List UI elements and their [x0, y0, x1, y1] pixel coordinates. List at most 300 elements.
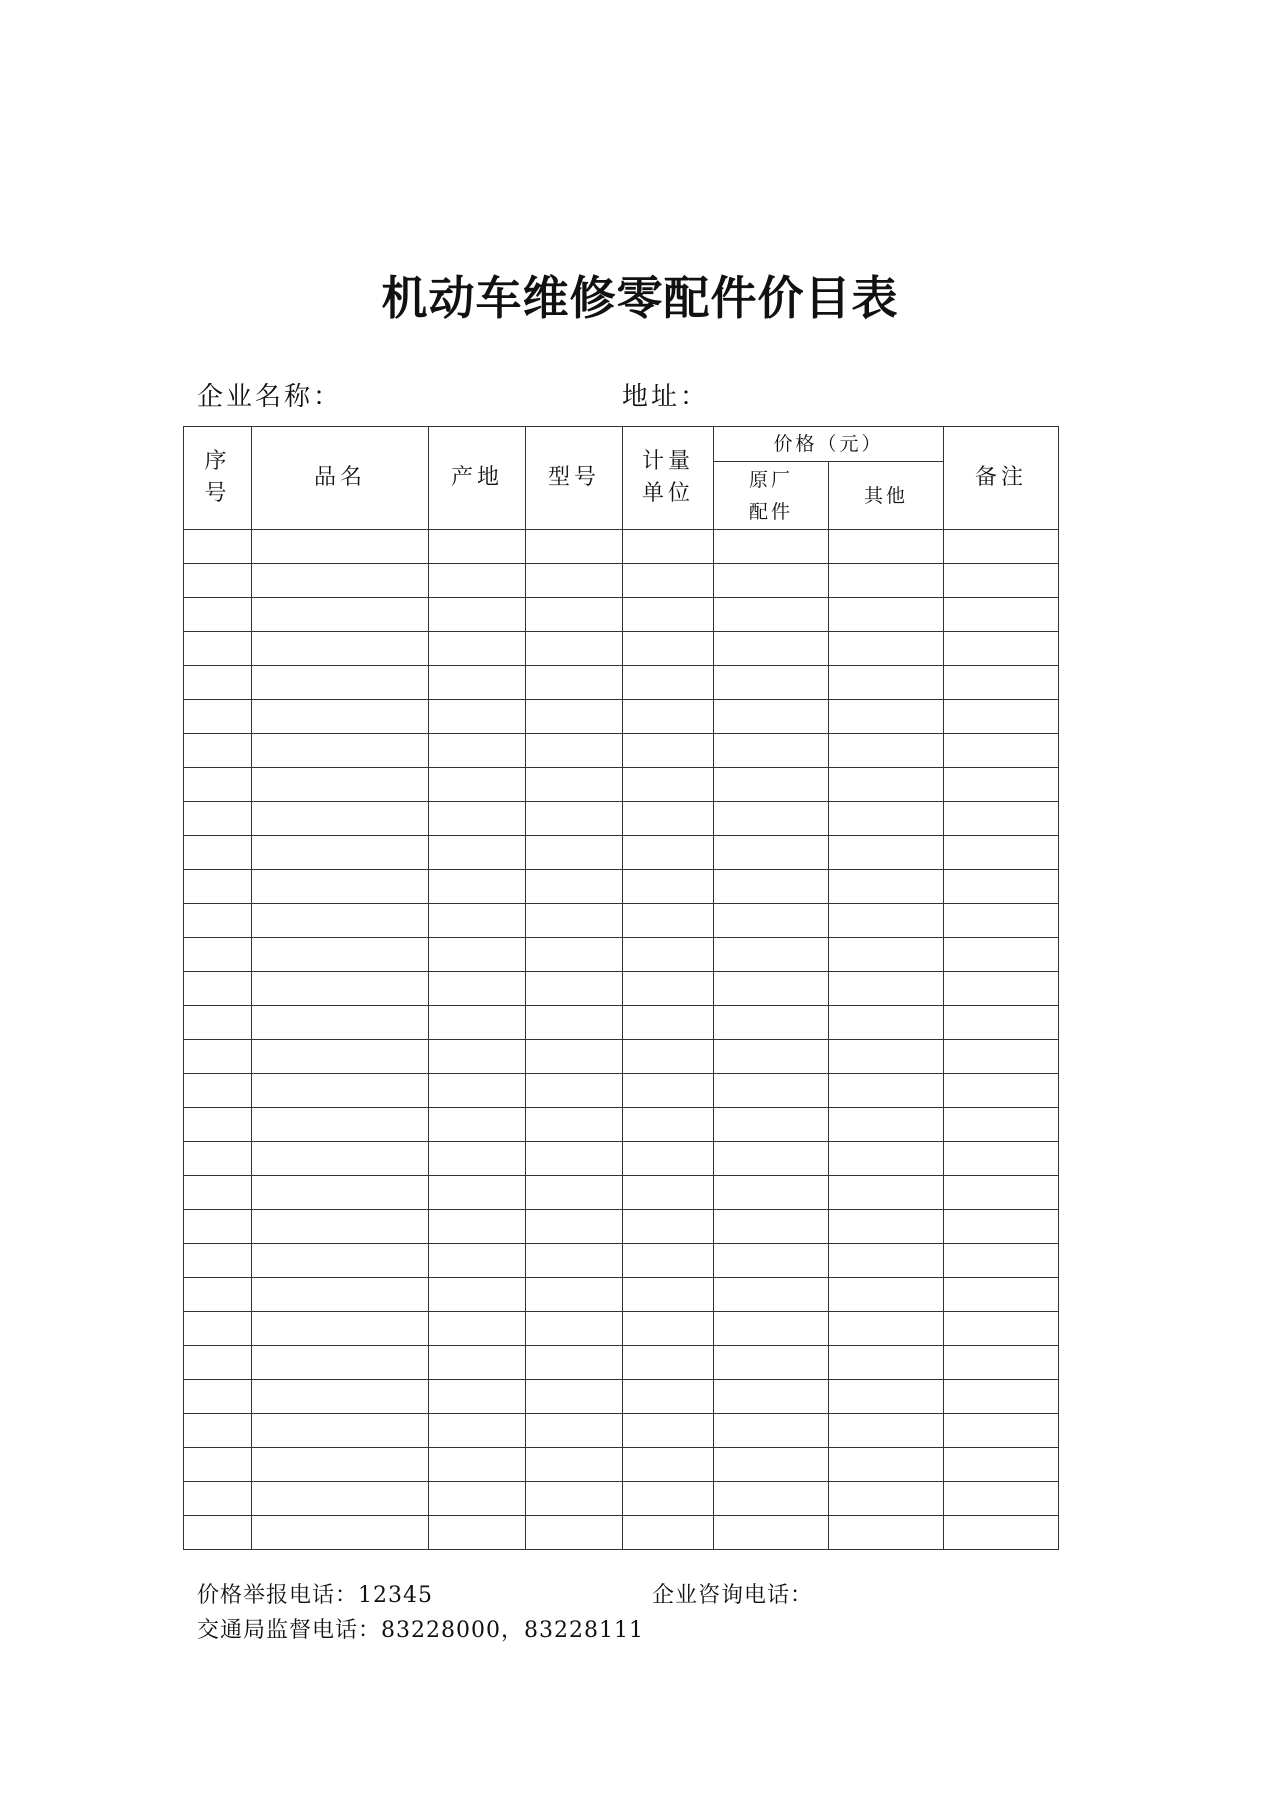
table-body: [184, 530, 1059, 1550]
table-cell[interactable]: [829, 1516, 944, 1550]
table-cell[interactable]: [526, 564, 623, 598]
table-cell[interactable]: [526, 768, 623, 802]
table-cell[interactable]: [429, 938, 526, 972]
table-cell[interactable]: [829, 1040, 944, 1074]
company-name-label: 企业名称：: [197, 382, 343, 412]
table-row: [184, 904, 1059, 938]
table-cell[interactable]: [623, 1380, 714, 1414]
table-row: [184, 1040, 1059, 1074]
table-cell[interactable]: [714, 564, 829, 598]
table-row: [184, 802, 1059, 836]
header-remarks: [944, 427, 1059, 530]
header-price-group: [714, 427, 944, 462]
table-row: [184, 1006, 1059, 1040]
table-row: [184, 666, 1059, 700]
table-cell[interactable]: [184, 1142, 252, 1176]
header-original-line2: 配件: [748, 500, 793, 523]
table-cell[interactable]: [944, 870, 1059, 904]
header-other: [829, 462, 944, 530]
table-cell[interactable]: [829, 1108, 944, 1142]
table-cell[interactable]: [252, 1482, 429, 1516]
table-cell[interactable]: [429, 1210, 526, 1244]
table-cell[interactable]: [252, 1346, 429, 1380]
table-cell[interactable]: [829, 598, 944, 632]
table-cell[interactable]: [623, 802, 714, 836]
table-cell[interactable]: [429, 1142, 526, 1176]
table-cell[interactable]: [944, 1108, 1059, 1142]
table-cell[interactable]: [829, 802, 944, 836]
table-cell[interactable]: [944, 1516, 1059, 1550]
table-row: [184, 870, 1059, 904]
table-cell[interactable]: [714, 1380, 829, 1414]
table-cell[interactable]: [526, 666, 623, 700]
table-cell[interactable]: [252, 1380, 429, 1414]
table-cell[interactable]: [429, 836, 526, 870]
table-cell[interactable]: [252, 1448, 429, 1482]
table-cell[interactable]: [944, 1380, 1059, 1414]
table-cell[interactable]: [829, 1380, 944, 1414]
table-cell[interactable]: [526, 1312, 623, 1346]
table-cell[interactable]: [623, 1448, 714, 1482]
table-cell[interactable]: [252, 1516, 429, 1550]
table-cell[interactable]: [429, 972, 526, 1006]
table-cell[interactable]: [184, 734, 252, 768]
table-cell[interactable]: [429, 734, 526, 768]
table-row: [184, 632, 1059, 666]
table-cell[interactable]: [429, 666, 526, 700]
table-row: [184, 700, 1059, 734]
enterprise-consult-phone: 企业咨询电话：: [652, 1583, 814, 1608]
table-cell[interactable]: [944, 1210, 1059, 1244]
table-cell[interactable]: [526, 1074, 623, 1108]
table-cell[interactable]: [429, 598, 526, 632]
table-cell[interactable]: [714, 1448, 829, 1482]
table-cell[interactable]: [944, 1040, 1059, 1074]
table-cell[interactable]: [429, 1244, 526, 1278]
table-cell[interactable]: [429, 768, 526, 802]
table-cell[interactable]: [429, 904, 526, 938]
table-cell[interactable]: [829, 1244, 944, 1278]
table-cell[interactable]: [623, 870, 714, 904]
table-cell[interactable]: [714, 1312, 829, 1346]
table-cell[interactable]: [623, 1176, 714, 1210]
table-cell[interactable]: [252, 802, 429, 836]
table-cell[interactable]: [252, 598, 429, 632]
table-cell[interactable]: [829, 972, 944, 1006]
table-row: [184, 1108, 1059, 1142]
table-row: [184, 1244, 1059, 1278]
table-cell[interactable]: [714, 1414, 829, 1448]
table-cell[interactable]: [944, 700, 1059, 734]
header-seq-line2: 号: [204, 481, 231, 506]
table-cell[interactable]: [714, 1346, 829, 1380]
table-row: [184, 1210, 1059, 1244]
table-cell[interactable]: [714, 1176, 829, 1210]
table-cell[interactable]: [252, 530, 429, 564]
table-cell[interactable]: [526, 1244, 623, 1278]
table-cell[interactable]: [252, 836, 429, 870]
table-cell[interactable]: [429, 700, 526, 734]
table-cell[interactable]: [944, 1142, 1059, 1176]
table-cell[interactable]: [184, 700, 252, 734]
table-cell[interactable]: [623, 1482, 714, 1516]
table-cell[interactable]: [829, 1346, 944, 1380]
header-name-label: 品名: [313, 465, 366, 490]
table-cell[interactable]: [252, 1414, 429, 1448]
table-cell[interactable]: [714, 1244, 829, 1278]
table-cell[interactable]: [944, 768, 1059, 802]
table-cell[interactable]: [184, 938, 252, 972]
table-cell[interactable]: [829, 1414, 944, 1448]
table-cell[interactable]: [623, 768, 714, 802]
table-cell[interactable]: [714, 598, 829, 632]
table-cell[interactable]: [252, 1244, 429, 1278]
table-cell[interactable]: [252, 1074, 429, 1108]
table-cell[interactable]: [252, 1142, 429, 1176]
table-cell[interactable]: [944, 1482, 1059, 1516]
table-cell[interactable]: [714, 1142, 829, 1176]
table-cell[interactable]: [714, 904, 829, 938]
table-cell[interactable]: [829, 938, 944, 972]
table-cell[interactable]: [252, 666, 429, 700]
table-cell[interactable]: [252, 768, 429, 802]
table-row: [184, 530, 1059, 564]
supervision-phone: 交通局监督电话：83228000，83228111: [197, 1618, 644, 1643]
header-unit-line1: 计量: [641, 449, 694, 474]
table-cell[interactable]: [429, 1108, 526, 1142]
table-cell[interactable]: [714, 1006, 829, 1040]
table-cell[interactable]: [429, 1074, 526, 1108]
table-cell[interactable]: [829, 700, 944, 734]
table-cell[interactable]: [252, 700, 429, 734]
table-row: [184, 836, 1059, 870]
table-cell[interactable]: [184, 1516, 252, 1550]
table-cell[interactable]: [252, 1278, 429, 1312]
header-other-label: 其他: [864, 484, 909, 507]
table-cell[interactable]: [944, 564, 1059, 598]
table-cell[interactable]: [944, 1414, 1059, 1448]
table-cell[interactable]: [526, 1040, 623, 1074]
table-row: [184, 1380, 1059, 1414]
table-header: [184, 427, 1059, 530]
table-cell[interactable]: [526, 870, 623, 904]
table-cell[interactable]: [714, 1210, 829, 1244]
table-cell[interactable]: [944, 1346, 1059, 1380]
table-cell[interactable]: [252, 1040, 429, 1074]
table-cell[interactable]: [829, 1176, 944, 1210]
table-cell[interactable]: [829, 564, 944, 598]
table-cell[interactable]: [429, 1040, 526, 1074]
table-cell[interactable]: [429, 870, 526, 904]
table-cell[interactable]: [526, 1210, 623, 1244]
table-cell[interactable]: [184, 768, 252, 802]
table-cell[interactable]: [526, 1414, 623, 1448]
table-cell[interactable]: [184, 1108, 252, 1142]
table-cell[interactable]: [944, 938, 1059, 972]
table-cell[interactable]: [526, 938, 623, 972]
table-cell[interactable]: [429, 1516, 526, 1550]
page-title: 机动车维修零配件价目表: [381, 271, 899, 325]
table-cell[interactable]: [829, 836, 944, 870]
table-cell[interactable]: [623, 564, 714, 598]
table-cell[interactable]: [526, 1142, 623, 1176]
table-cell[interactable]: [184, 1278, 252, 1312]
table-cell[interactable]: [623, 734, 714, 768]
table-cell[interactable]: [429, 1448, 526, 1482]
price-report-phone: 价格举报电话：12345: [197, 1583, 433, 1608]
table-cell[interactable]: [526, 1482, 623, 1516]
table-cell[interactable]: [184, 1380, 252, 1414]
table-row: [184, 1516, 1059, 1550]
table-cell[interactable]: [829, 768, 944, 802]
table-cell[interactable]: [829, 530, 944, 564]
table-cell[interactable]: [429, 564, 526, 598]
table-cell[interactable]: [526, 734, 623, 768]
table-cell[interactable]: [944, 1448, 1059, 1482]
table-cell[interactable]: [829, 904, 944, 938]
table-cell[interactable]: [526, 904, 623, 938]
table-cell[interactable]: [526, 1448, 623, 1482]
table-cell[interactable]: [184, 1006, 252, 1040]
table-cell[interactable]: [184, 904, 252, 938]
table-cell[interactable]: [184, 802, 252, 836]
table-cell[interactable]: [526, 530, 623, 564]
table-cell[interactable]: [623, 632, 714, 666]
table-cell[interactable]: [944, 802, 1059, 836]
table-cell[interactable]: [184, 666, 252, 700]
header-origin-label: 产地: [450, 465, 503, 490]
table-cell[interactable]: [944, 1244, 1059, 1278]
table-cell[interactable]: [429, 1176, 526, 1210]
table-cell[interactable]: [714, 530, 829, 564]
table-cell[interactable]: [829, 1142, 944, 1176]
table-row: [184, 734, 1059, 768]
table-cell[interactable]: [526, 1278, 623, 1312]
table-cell[interactable]: [252, 1108, 429, 1142]
table-cell[interactable]: [944, 598, 1059, 632]
table-cell[interactable]: [429, 530, 526, 564]
table-row: [184, 972, 1059, 1006]
table-cell[interactable]: [526, 972, 623, 1006]
table-row: [184, 1346, 1059, 1380]
address-label: 地址：: [622, 382, 710, 412]
table-cell[interactable]: [714, 870, 829, 904]
header-seq-line1: 序: [204, 449, 231, 474]
table-cell[interactable]: [252, 938, 429, 972]
table-row: [184, 564, 1059, 598]
table-cell[interactable]: [252, 1312, 429, 1346]
table-cell[interactable]: [526, 632, 623, 666]
table-cell[interactable]: [829, 1312, 944, 1346]
table-row: [184, 1448, 1059, 1482]
table-cell[interactable]: [944, 1074, 1059, 1108]
table-cell[interactable]: [829, 870, 944, 904]
table-cell[interactable]: [252, 870, 429, 904]
table-cell[interactable]: [184, 1482, 252, 1516]
table-cell[interactable]: [526, 598, 623, 632]
header-price-group-label: 价格（元）: [773, 433, 884, 455]
table-cell[interactable]: [184, 1346, 252, 1380]
table-cell[interactable]: [184, 1040, 252, 1074]
table-cell[interactable]: [252, 972, 429, 1006]
table-cell[interactable]: [714, 972, 829, 1006]
table-cell[interactable]: [829, 1006, 944, 1040]
table-cell[interactable]: [944, 1278, 1059, 1312]
table-cell[interactable]: [714, 666, 829, 700]
table-row: [184, 1074, 1059, 1108]
table-cell[interactable]: [944, 530, 1059, 564]
table-cell[interactable]: [623, 1346, 714, 1380]
table-cell[interactable]: [944, 632, 1059, 666]
table-cell[interactable]: [829, 1278, 944, 1312]
table-cell[interactable]: [623, 598, 714, 632]
table-cell[interactable]: [714, 1278, 829, 1312]
table-cell[interactable]: [829, 1210, 944, 1244]
table-cell[interactable]: [526, 1380, 623, 1414]
table-cell[interactable]: [429, 1346, 526, 1380]
table-cell[interactable]: [429, 1414, 526, 1448]
table-cell[interactable]: [944, 836, 1059, 870]
table-cell[interactable]: [252, 904, 429, 938]
table-cell[interactable]: [623, 700, 714, 734]
table-cell[interactable]: [184, 836, 252, 870]
table-cell[interactable]: [623, 1414, 714, 1448]
table-cell[interactable]: [829, 666, 944, 700]
table-cell[interactable]: [714, 734, 829, 768]
table-cell[interactable]: [829, 734, 944, 768]
table-row: [184, 1482, 1059, 1516]
table-cell[interactable]: [184, 530, 252, 564]
table-cell[interactable]: [623, 1312, 714, 1346]
table-row: [184, 1142, 1059, 1176]
header-unit-line2: 单位: [641, 481, 694, 506]
table-cell[interactable]: [429, 632, 526, 666]
table-cell[interactable]: [714, 632, 829, 666]
table-cell[interactable]: [526, 836, 623, 870]
table-cell[interactable]: [829, 1448, 944, 1482]
table-cell[interactable]: [623, 1040, 714, 1074]
table-row: [184, 1176, 1059, 1210]
table-cell[interactable]: [526, 1516, 623, 1550]
header-original-line1: 原厂: [748, 468, 793, 491]
table-cell[interactable]: [526, 1346, 623, 1380]
table-cell[interactable]: [184, 1210, 252, 1244]
price-table: [183, 426, 1059, 1550]
table-cell[interactable]: [829, 1482, 944, 1516]
table-cell[interactable]: [944, 1006, 1059, 1040]
table-cell[interactable]: [623, 904, 714, 938]
table-cell[interactable]: [623, 1074, 714, 1108]
table-cell[interactable]: [184, 870, 252, 904]
table-cell[interactable]: [526, 700, 623, 734]
table-cell[interactable]: [526, 1006, 623, 1040]
table-cell[interactable]: [714, 938, 829, 972]
table-row: [184, 598, 1059, 632]
table-cell[interactable]: [829, 632, 944, 666]
table-cell[interactable]: [623, 836, 714, 870]
table-cell[interactable]: [252, 1006, 429, 1040]
table-cell[interactable]: [429, 1006, 526, 1040]
table-row: [184, 938, 1059, 972]
table-cell[interactable]: [944, 972, 1059, 1006]
table-cell[interactable]: [623, 1142, 714, 1176]
table-row: [184, 1414, 1059, 1448]
table-cell[interactable]: [623, 1516, 714, 1550]
header-model: [526, 427, 623, 530]
table-cell[interactable]: [184, 632, 252, 666]
table-cell[interactable]: [184, 1244, 252, 1278]
table-cell[interactable]: [623, 530, 714, 564]
table-row: [184, 1312, 1059, 1346]
table-cell[interactable]: [429, 1278, 526, 1312]
table-cell[interactable]: [184, 1176, 252, 1210]
table-cell[interactable]: [526, 1108, 623, 1142]
table-cell[interactable]: [623, 1244, 714, 1278]
table-cell[interactable]: [714, 1108, 829, 1142]
table-cell[interactable]: [714, 1074, 829, 1108]
table-cell[interactable]: [429, 1380, 526, 1414]
table-cell[interactable]: [184, 1074, 252, 1108]
table-cell[interactable]: [944, 904, 1059, 938]
table-cell[interactable]: [623, 1278, 714, 1312]
table-cell[interactable]: [944, 1176, 1059, 1210]
table-cell[interactable]: [429, 1482, 526, 1516]
table-cell[interactable]: [252, 1210, 429, 1244]
header-name: [252, 427, 429, 530]
table-cell[interactable]: [714, 802, 829, 836]
table-cell[interactable]: [714, 1040, 829, 1074]
table-cell[interactable]: [623, 972, 714, 1006]
table-cell[interactable]: [429, 802, 526, 836]
table-cell[interactable]: [714, 700, 829, 734]
table-cell[interactable]: [252, 564, 429, 598]
table-cell[interactable]: [184, 1312, 252, 1346]
table-cell[interactable]: [623, 1108, 714, 1142]
table-row: [184, 768, 1059, 802]
table-cell[interactable]: [944, 666, 1059, 700]
header-origin: [429, 427, 526, 530]
table-cell[interactable]: [252, 734, 429, 768]
header-model-label: 型号: [547, 465, 600, 490]
table-cell[interactable]: [944, 1312, 1059, 1346]
table-cell[interactable]: [184, 1414, 252, 1448]
table-cell[interactable]: [944, 734, 1059, 768]
table-cell[interactable]: [714, 768, 829, 802]
header-remarks-label: 备注: [975, 465, 1028, 490]
table-cell[interactable]: [252, 632, 429, 666]
table-cell[interactable]: [623, 666, 714, 700]
table-cell[interactable]: [184, 564, 252, 598]
table-cell[interactable]: [252, 1176, 429, 1210]
table-row: [184, 1278, 1059, 1312]
header-unit: [623, 427, 714, 530]
header-seq: [184, 427, 252, 530]
table-cell[interactable]: [623, 1210, 714, 1244]
table-cell[interactable]: [184, 972, 252, 1006]
table-cell[interactable]: [184, 1448, 252, 1482]
table-cell[interactable]: [623, 1006, 714, 1040]
table-cell[interactable]: [714, 1482, 829, 1516]
table-cell[interactable]: [526, 802, 623, 836]
table-cell[interactable]: [623, 938, 714, 972]
table-cell[interactable]: [429, 1312, 526, 1346]
header-original-parts: [714, 462, 829, 530]
table-cell[interactable]: [714, 1516, 829, 1550]
table-cell[interactable]: [714, 836, 829, 870]
table-cell[interactable]: [829, 1074, 944, 1108]
table-cell[interactable]: [526, 1176, 623, 1210]
table-cell[interactable]: [184, 598, 252, 632]
